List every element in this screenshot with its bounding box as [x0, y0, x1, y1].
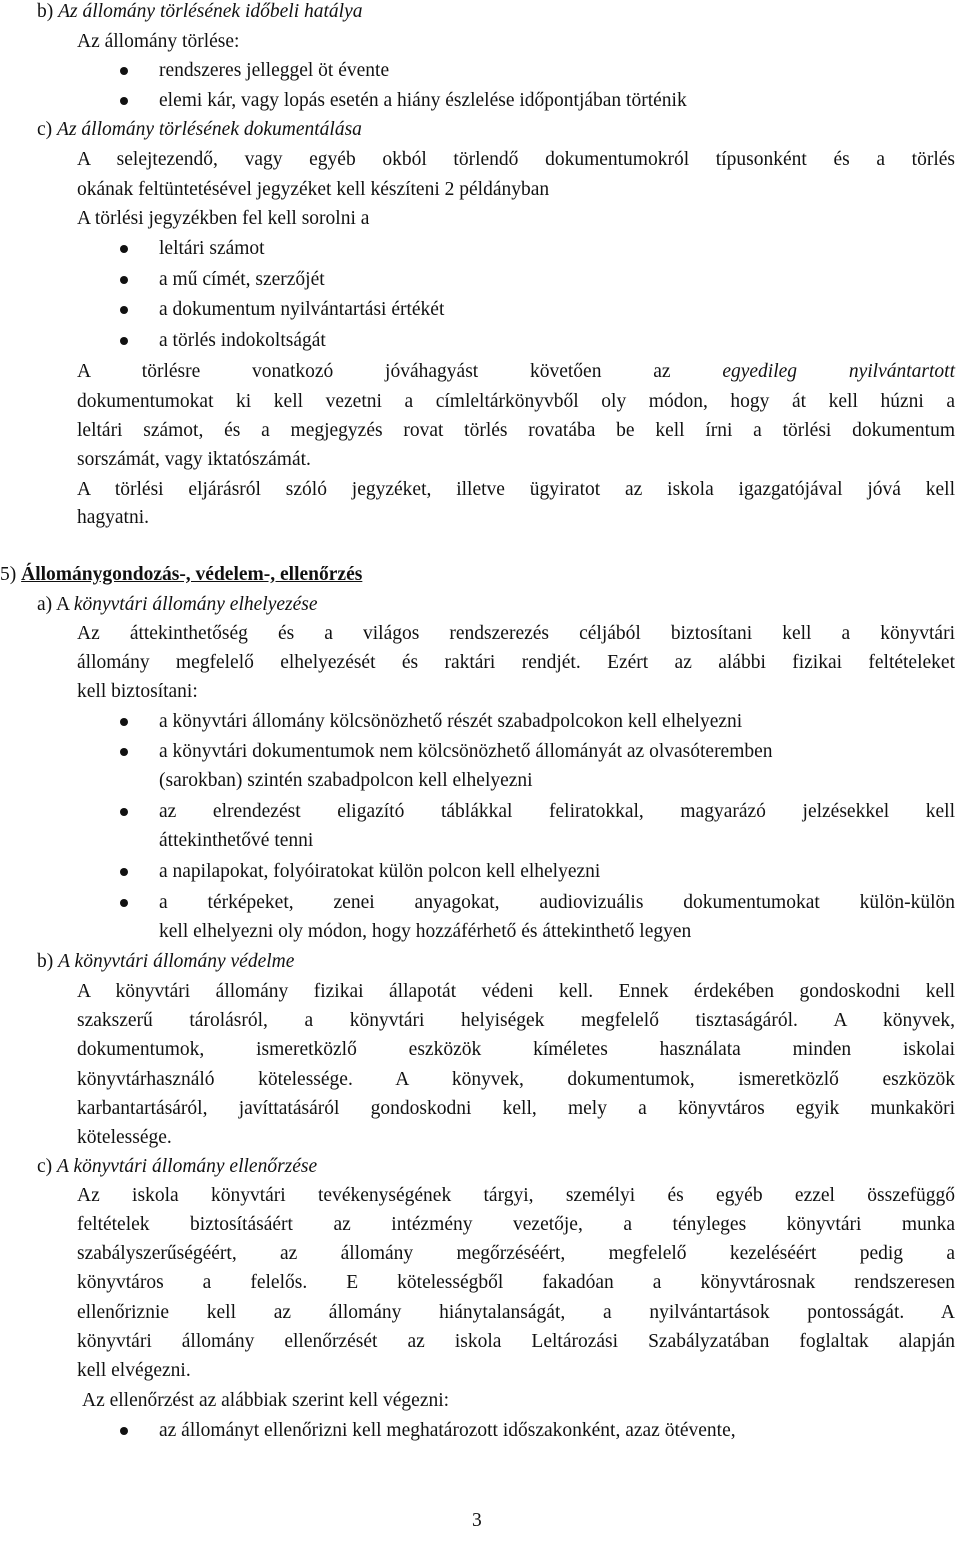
text-segment: a törlés indokoltságát [159, 330, 326, 351]
text-line [77, 1357, 191, 1385]
text-line [159, 235, 265, 263]
text-segment: kell biztosítani: [77, 681, 198, 702]
text-line [77, 1211, 955, 1239]
text-segment: az elrendezést eligazító táblákkal feliratokkal, magyarázó jelzésekkel kell [159, 801, 955, 822]
text-line [37, 116, 362, 144]
bullet-icon [120, 1427, 128, 1435]
text-segment: c) [37, 1156, 58, 1177]
text-segment: kell elhelyezni oly módon, hogy hozzáférhető és áttekinthető legyen [159, 921, 692, 942]
text-line [77, 1328, 955, 1356]
text-segment: kötelessége. [77, 1127, 172, 1148]
text-segment: elemi kár, vagy lopás esetén a hiány észlelése időpontjában történik [159, 90, 687, 111]
text-line [37, 591, 318, 619]
text-line [77, 146, 955, 174]
bullet-icon [120, 899, 128, 907]
text-segment: A könyvtári állomány fizikai állapotát védeni kell. Ennek érdekében gondoskodni kell [77, 981, 955, 1002]
text-segment: 5) [0, 564, 22, 585]
bullet-icon [120, 808, 128, 816]
text-line [77, 417, 955, 445]
text-segment: karbantartásáról, javíttatásáról gondoskodni kell, mely a könyvtáros egyik munkaköri [77, 1098, 955, 1119]
text-line [77, 1240, 955, 1268]
text-line [77, 28, 239, 56]
text-segment: könyvtárhasználó kötelessége. A könyvek, dokumentumok, ismeretközlő eszközök [77, 1069, 955, 1090]
text-segment: a dokumentum nyilvántartási értékét [159, 299, 445, 320]
text-segment: könyvtári állomány elhelyezése [73, 594, 318, 615]
text-segment: (sarokban) szintén szabadpolcon kell elhelyezni [159, 770, 533, 791]
text-segment: a napilapokat, folyóiratokat külön polcon kell elhelyezni [159, 861, 601, 882]
text-segment: hagyatni. [77, 507, 150, 528]
text-line [37, 948, 294, 976]
text-segment: A könyvtári állomány ellenőrzése [57, 1156, 318, 1177]
text-line [159, 1417, 736, 1445]
text-line [159, 708, 742, 736]
text-line [37, 1153, 317, 1181]
text-segment: a könyvtári állomány kölcsönözhető részét szabadpolcokon kell elhelyezni [159, 711, 743, 732]
text-segment: sorszámát, vagy iktatószámát. [77, 449, 311, 470]
text-segment: c) [37, 119, 58, 140]
text-line [0, 561, 362, 589]
text-segment: b) [37, 951, 59, 972]
text-line [77, 649, 955, 677]
text-segment: feltételek biztosításáért az intézmény vezetője, a tényleges könyvtári munka [77, 1214, 955, 1235]
text-segment: A könyvtári állomány védelme [58, 951, 295, 972]
page-number: 3 [472, 1510, 482, 1531]
text-line [159, 738, 773, 766]
text-segment: leltári számot, és a megjegyzés rovat törlés rovatába be kell írni a törlési dokumentum [77, 420, 955, 441]
text-segment: Az iskola könyvtári tevékenységének tárgyi, személyi és egyéb ezzel összefüggő [77, 1185, 955, 1206]
text-segment: b) [37, 1, 59, 22]
text-segment: a mű címét, szerzőjét [159, 269, 325, 290]
text-line [159, 296, 444, 324]
bullet-icon [120, 337, 128, 345]
text-segment: Állománygondozás-, védelem-, ellenőrzés [21, 564, 363, 585]
text-segment: kell elvégezni. [77, 1360, 191, 1381]
text-line [77, 1007, 955, 1035]
bullet-icon [120, 306, 128, 314]
text-line [77, 476, 955, 504]
text-line [77, 358, 955, 386]
text-line [77, 388, 955, 416]
text-line [159, 798, 955, 826]
text-segment: A törlésre vonatkozó jóváhagyást követően az [77, 361, 723, 382]
text-line [159, 858, 600, 886]
text-segment: okának feltüntetésével jegyzéket kell készíteni 2 példányban [77, 179, 550, 200]
text-line [77, 1095, 955, 1123]
text-line [37, 0, 362, 26]
text-line [159, 767, 533, 795]
text-segment: szabályszerűségéért, az állomány megőrzéséért, megfelelő kezeléséért pedig a [77, 1243, 955, 1264]
text-line [159, 889, 955, 917]
text-line [77, 620, 955, 648]
text-segment: szakszerű tárolásról, a könyvtári helyiségek megfelelő tisztaságáról. A könyvek, [77, 1010, 955, 1031]
text-line [77, 1124, 172, 1152]
text-line [159, 266, 325, 294]
text-segment: A törlési eljárásról szóló jegyzéket, illetve ügyiratot az iskola igazgatójával jóvá kell [77, 479, 955, 500]
text-segment: áttekinthetővé tenni [159, 830, 314, 851]
text-line [82, 1387, 449, 1415]
text-segment: állomány megfelelő elhelyezését és raktári rendjét. Ezért az alábbi fizikai feltételeket [77, 652, 955, 673]
text-line [77, 176, 549, 204]
text-segment: Az állomány törlésének időbeli hatálya [58, 1, 363, 22]
text-line [159, 827, 313, 855]
text-line [77, 446, 311, 474]
text-line [77, 1066, 955, 1094]
text-segment: könyvtári állomány ellenőrzését az iskola Leltározási Szabályzatában foglaltak alapján [77, 1331, 955, 1352]
text-line [77, 205, 369, 233]
text-segment: dokumentumok, ismeretközlő eszközök kíméletes használata minden iskolai [77, 1039, 955, 1060]
text-line [77, 1036, 955, 1064]
text-line [77, 1299, 955, 1327]
text-line [159, 87, 687, 115]
text-line [77, 1269, 955, 1297]
text-segment: a térképeket, zenei anyagokat, audiovizuális dokumentumokat külön-külön [159, 892, 955, 913]
text-line [77, 678, 198, 706]
text-line [159, 918, 691, 946]
text-segment: A selejtezendő, vagy egyéb okból törlendő dokumentumokról típusonként és a törlés [77, 149, 955, 170]
text-segment: dokumentumokat ki kell vezetni a címleltárkönyvből oly módon, hogy át kell húzni a [77, 391, 955, 412]
bullet-icon [120, 276, 128, 284]
text-segment: A törlési jegyzékben fel kell sorolni a [77, 208, 370, 229]
text-segment: leltári számot [159, 238, 265, 259]
bullet-icon [120, 245, 128, 253]
text-segment: az állományt ellenőrizni kell meghatározott időszakonként, azaz ötévente, [159, 1420, 736, 1441]
text-line [159, 57, 389, 85]
text-segment: Az ellenőrzést az alábbiak szerint kell végezni: [82, 1390, 450, 1411]
text-line [159, 327, 326, 355]
text-segment: ellenőriznie kell az állomány hiánytalanságát, a nyilvántartások pontosságát. A [77, 1302, 955, 1323]
text-segment: könyvtáros a felelős. E kötelességből fakadóan a könyvtárosnak rendszeresen [77, 1272, 955, 1293]
text-line [77, 1182, 955, 1210]
text-segment: egyedileg nyilvántartott [722, 361, 955, 382]
bullet-icon [120, 748, 128, 756]
text-line [77, 504, 149, 532]
text-segment: Az áttekinthetőség és a világos rendszerezés céljából biztosítani kell a könyvtári [77, 623, 955, 644]
bullet-icon [120, 67, 128, 75]
text-segment: Az állomány törlésének dokumentálása [57, 119, 362, 140]
bullet-icon [120, 97, 128, 105]
bullet-icon [120, 718, 128, 726]
text-segment: a könyvtári dokumentumok nem kölcsönözhető állományát az olvasóteremben [159, 741, 773, 762]
text-segment: rendszeres jelleggel öt évente [159, 60, 390, 81]
bullet-icon [120, 868, 128, 876]
text-segment: a) A [37, 594, 74, 615]
text-line [77, 978, 955, 1006]
text-segment: Az állomány törlése: [77, 31, 240, 52]
